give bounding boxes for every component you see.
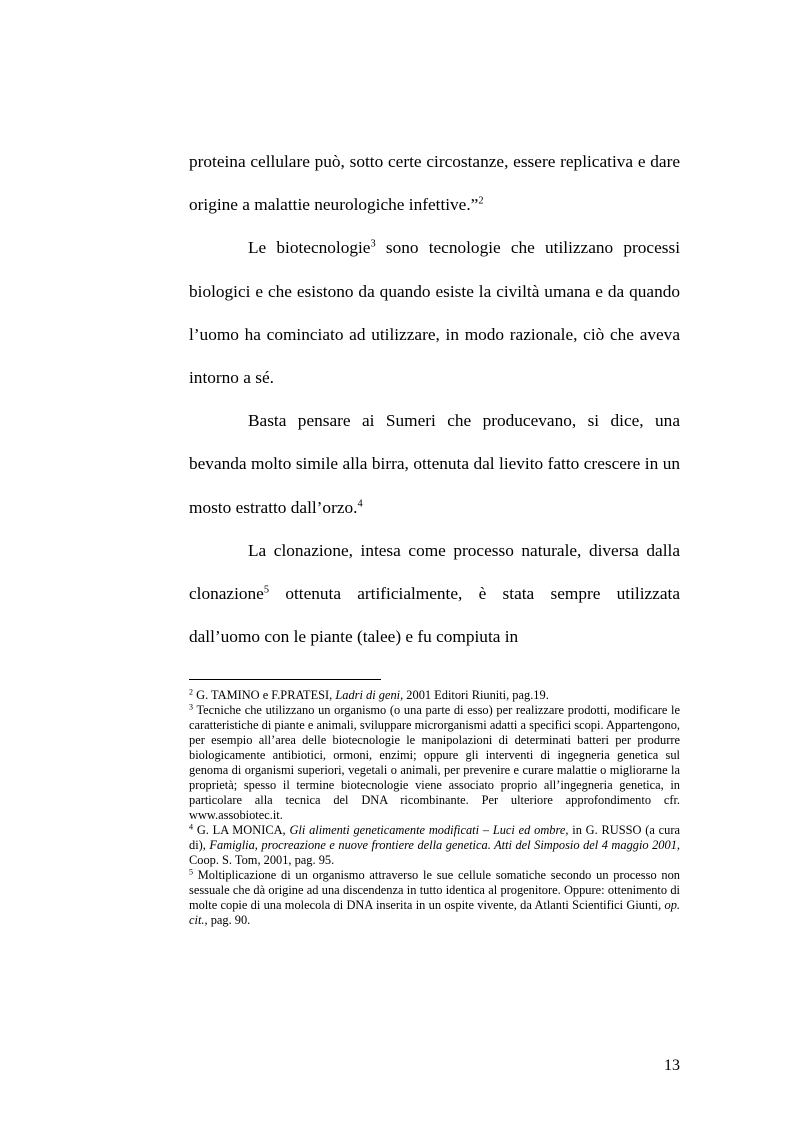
footnotes-section [189,679,680,928]
footnote-divider [189,679,381,680]
footnote-4: $^4$ G. LA MONICA, Gli alimenti geneticamente modificati – Luci ed ombre, in G. RUSSO (a cura di), Famiglia, procreazione e nuove frontiere della genetica. Atti del Simposio del 4 maggio 2001, Coop. S. Tom, 2001, pag. 95. [189,822,680,867]
page-number: 13 [664,1057,680,1074]
footnote-ref-4[interactable]: 4 [357,497,363,509]
page-body [189,140,680,658]
footnote-3: $^3$ Tecniche che utilizzano un organismo (o una parte di esso) per realizzare prodotti, modificare le caratteristiche di piante e animali, sviluppare microrganismi adatti a specifici scopi. Appartengono, per esempio all’area delle biotecnologie le manipolazioni di determinati batteri per produrre biologicamente antibiotici, ormoni, enzimi; oppure gli interventi di ingegneria genetica sul genoma di organismi superiori, vegetali o animali, per prevenire e curare malattie o migliorarne la proprietà; spesso il termine biotecnologie viene associato proprio all’ingegneria genetica, in particolare alla tecnica del DNA ricombinante. Per ulteriore approfondimento cfr. www.assobiotec.it. [189,702,680,822]
footnote-5: $^5$ Moltiplicazione di un organismo attraverso le sue cellule somatiche secondo un processo non sessuale che dà origine ad una discendenza in tutto identica al progenitore. Oppure: ottenimento di molte copie di una molecola di DNA inserita in un ospite vivente, da Atlanti Scientifici Giunti, op. cit., pag. 90. [189,867,680,927]
paragraph-2: Le biotecnologie$^3$ sono tecnologie che utilizzano processi biologici e che esistono da quando esiste la civiltà umana e da quando l’uomo ha cominciato ad utilizzare, in modo razionale, ciò che aveva intorno a sé. [189,238,680,388]
footnote-2: $^2$ G. TAMINO e F.PRATESI, Ladri di geni, 2001 Editori Riuniti, pag.19. [189,687,549,702]
footnote-ref-3[interactable]: 3 [370,238,376,250]
paragraph-4: La clonazione, intesa come processo naturale, diversa dalla clonazione$^5$ ottenuta artificialmente, è stata sempre utilizzata dall’uomo con le piante (talee) e fu compiuta in [189,540,680,647]
footnote-ref-5[interactable]: 5 [263,584,270,596]
paragraph-1: proteina cellulare può, sotto certe circostanze, essere replicativa e dare origine a malattie neurologiche infettive.”$^2$ [189,152,680,215]
footnote-ref-2[interactable]: 2 [478,195,484,207]
paragraph-3: Basta pensare ai Sumeri che producevano, si dice, una bevanda molto simile alla birra, ottenuta dal lievito fatto crescere in un mosto estratto dall’orzo.$^4$ [189,411,680,517]
